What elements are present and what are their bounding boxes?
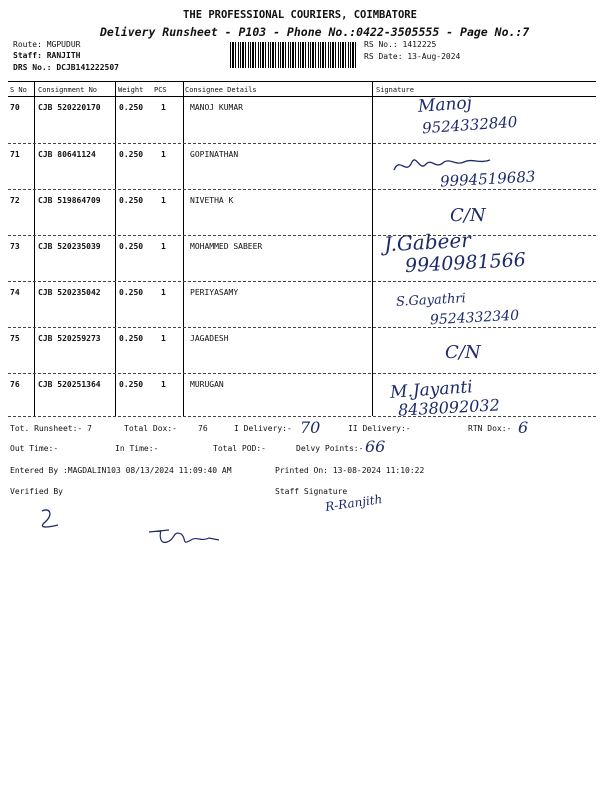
- total-dox-value: 76: [198, 424, 208, 433]
- total-runsheet: Tot. Runsheet:- 7: [10, 424, 92, 433]
- row-consignment: CJB 80641124: [38, 150, 96, 159]
- out-time-label: Out Time:-: [10, 444, 59, 453]
- row-consignee: MOHAMMED SABEER: [190, 242, 263, 251]
- verifier-signature-scribble: [145, 522, 225, 552]
- row-pcs: 1: [161, 103, 166, 112]
- col-header-signature: Signature: [376, 86, 414, 94]
- rs-date-label: RS Date:: [364, 52, 403, 61]
- verifier-initial-scribble: [30, 505, 70, 535]
- drs-value: DCJB141222507: [56, 63, 119, 72]
- col-divider: [34, 81, 35, 416]
- verified-by-label: Verified By: [10, 487, 63, 496]
- row-consignee: PERIYASAMY: [190, 288, 239, 297]
- row-pcs: 1: [161, 196, 166, 205]
- row-consignee: GOPINATHAN: [190, 150, 239, 159]
- handwritten-phone: 9994519683: [439, 167, 536, 191]
- barcode: [230, 42, 358, 68]
- row-consignee: JAGADESH: [190, 334, 229, 343]
- row-sno: 74: [10, 288, 20, 297]
- route-line: [13, 40, 80, 49]
- row-pcs: 1: [161, 334, 166, 343]
- row-weight: 0.250: [119, 380, 144, 389]
- total-pod-label: Total POD:-: [213, 444, 266, 453]
- total-dox-label: Total Dox:-: [124, 424, 177, 433]
- row-consignee: MANOJ KUMAR: [190, 103, 243, 112]
- staff-signature-label: Staff Signature: [275, 487, 348, 496]
- row-consignment: CJB 520235042: [38, 288, 101, 297]
- staff-signature-handwritten: R-Ranjith: [324, 492, 384, 514]
- row-weight: 0.250: [119, 288, 144, 297]
- row-separator: [8, 189, 596, 190]
- row-weight: 0.250: [119, 150, 144, 159]
- delvy-points-label: Delvy Points:-: [296, 444, 364, 453]
- company-title: THE PROFESSIONAL COURIERS, COIMBATORE: [183, 9, 417, 21]
- rtn-dox-label: RTN Dox:-: [468, 424, 512, 433]
- i-delivery-handwritten: 70: [300, 418, 321, 437]
- table-top-border: [8, 81, 596, 82]
- row-consignee: NIVETHA K: [190, 196, 234, 205]
- handwritten-signature: J.Gabeer: [383, 227, 472, 257]
- col-divider: [372, 81, 373, 416]
- row-consignment: CJB 520251364: [38, 380, 101, 389]
- row-consignee: MURUGAN: [190, 380, 224, 389]
- handwritten-signature: S.Gayathri: [395, 291, 467, 310]
- drs-label: DRS No.:: [13, 63, 52, 72]
- staff-label: Staff:: [13, 51, 42, 60]
- rtn-dox-handwritten: 6: [518, 418, 529, 437]
- row-pcs: 1: [161, 242, 166, 251]
- row-weight: 0.250: [119, 242, 144, 251]
- handwritten-signature: Manoj: [417, 93, 473, 117]
- handwritten-phone: 9524332340: [429, 307, 520, 329]
- row-weight: 0.250: [119, 103, 144, 112]
- drs-line: [13, 63, 119, 72]
- header-bottom-border: [8, 96, 596, 97]
- route-value: MGPUDUR: [46, 40, 81, 49]
- row-sno: 71: [10, 150, 20, 159]
- rs-no-value: 1412225: [402, 40, 437, 49]
- entered-by: Entered By :MAGDALIN103 08/13/2024 11:09:40 AM: [10, 466, 232, 475]
- handwritten-cn-mark: C/N: [450, 205, 486, 226]
- ii-delivery-label: II Delivery:-: [348, 424, 411, 433]
- row-sno: 70: [10, 103, 20, 112]
- runsheet-subtitle: Delivery Runsheet - P103 - Phone No.:0422-3505555 - Page No.:7: [100, 25, 530, 39]
- row-consignment: CJB 520235039: [38, 242, 101, 251]
- row-sno: 73: [10, 242, 20, 251]
- row-separator: [8, 327, 596, 328]
- staff-value: RANJITH: [46, 51, 81, 60]
- rs-no-label: RS No.:: [364, 40, 398, 49]
- handwritten-phone: 8438092032: [397, 395, 501, 420]
- row-weight: 0.250: [119, 196, 144, 205]
- col-header-pcs: PCS: [154, 86, 167, 94]
- rs-date-value: 13-Aug-2024: [407, 52, 461, 61]
- row-consignment: CJB 520220170: [38, 103, 101, 112]
- table-bottom-border: [8, 416, 596, 417]
- col-divider: [183, 81, 184, 416]
- row-pcs: 1: [161, 150, 166, 159]
- rs-date-line: [364, 52, 460, 61]
- col-header-weight: Weight: [118, 86, 144, 94]
- row-pcs: 1: [161, 380, 166, 389]
- row-sno: 75: [10, 334, 20, 343]
- handwritten-cn-mark: C/N: [445, 342, 481, 363]
- rs-no-line: [364, 40, 436, 49]
- i-delivery-label: I Delivery:-: [234, 424, 292, 433]
- staff-line: [13, 51, 80, 60]
- in-time-label: In Time:-: [115, 444, 159, 453]
- route-label: Route:: [13, 40, 42, 49]
- handwritten-phone: 9940981566: [404, 248, 527, 278]
- handwritten-signature: M.Jayanti: [389, 377, 474, 403]
- row-separator: [8, 373, 596, 374]
- row-pcs: 1: [161, 288, 166, 297]
- row-consignment: CJB 519864709: [38, 196, 101, 205]
- col-header-sno: S No: [10, 86, 27, 94]
- printed-on: Printed On: 13-08-2024 11:10:22: [275, 466, 425, 475]
- handwritten-phone: 9524332840: [421, 112, 518, 138]
- col-header-consignee: Consignee Details: [185, 86, 257, 94]
- col-header-consignment: Consignment No: [38, 86, 98, 94]
- row-separator: [8, 235, 596, 236]
- row-separator: [8, 143, 596, 144]
- row-sno: 76: [10, 380, 20, 389]
- row-weight: 0.250: [119, 334, 144, 343]
- col-divider: [115, 81, 116, 416]
- delvy-points-handwritten: 66: [365, 437, 386, 456]
- row-consignment: CJB 520259273: [38, 334, 101, 343]
- row-sno: 72: [10, 196, 20, 205]
- row-separator: [8, 281, 596, 282]
